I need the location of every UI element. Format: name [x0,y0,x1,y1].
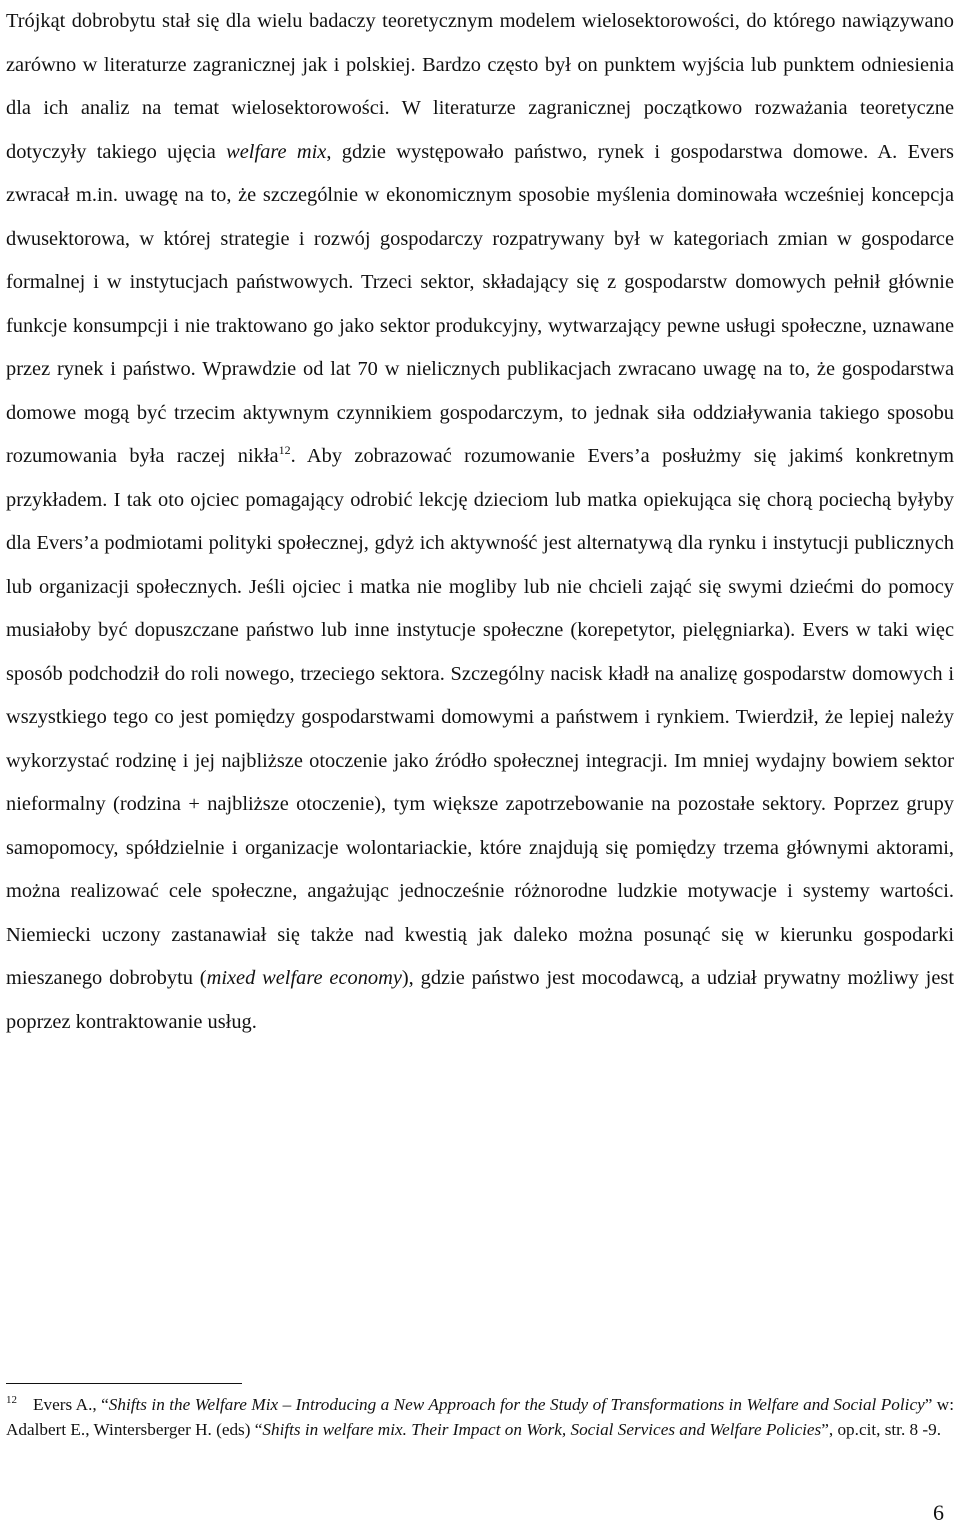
footnote-reference[interactable]: 12 [278,443,291,458]
body-text-part-4: ), gdzie państwo jest mocodawcą, a udział prywatny możliwy jest poprzez kontraktowanie usług. [6,967,954,1033]
body-text-part-1: Trójkąt dobrobytu stał się dla wielu badaczy teoretycznym modelem wielosektorowości, do którego nawiązywano zarówno w literaturze zagranicznej jak i polskiej. Bardzo często był on punktem wyjścia lub punktem odniesienia dla ich analiz na temat wielosektorowości. W literaturze zagranicznej początkowo rozważania teoretyczne dotyczyły takiego ujęcia [6,10,954,163]
body-text-part-2: , gdzie występowało państwo, rynek i gospodarstwa domowe. A. Evers zwracał m.in. uwagę na to, że szczególnie w ekonomicznym sposobie myślenia dominowała wcześniej koncepcja dwusektorowa, w której strategie i rozwój gospodarczy rozpatrywany był w kategoriach zmian w gospodarce formalnej i w instytucjach państwowych. Trzeci sektor, składający się z gospodarstw domowych pełnił głównie funkcje konsumpcji i nie traktowano go jako sektor produkcyjny, wytwarzający pewne usługi społeczne, uznawane przez rynek i państwo. Wprawdzie od lat 70 w nielicznych publikacjach zwracano uwagę na to, że gospodarstwa domowe mogą być trzecim aktywnym czynnikiem gospodarczym, to jednak siła oddziaływania takiego sposobu rozumowania była raczej nikła [6,140,954,467]
page-number: 6 [933,1500,944,1525]
footnote-text-1: Evers A., “ [33,1395,109,1414]
footnote-title-1: Shifts in the Welfare Mix – Introducing a New Approach for the Study of Transformations in Welfare and Social Policy [108,1395,925,1414]
italic-term-welfare-mix: welfare mix [226,140,327,163]
italic-term-mixed-welfare-economy: mixed welfare economy [206,967,402,989]
footnote-number: 12 [6,1394,17,1407]
footnote-text-2: ” w: Adalbert E., Wintersberger H. (eds) “ [6,1395,954,1439]
footnote-title-2: Shifts in welfare mix. Their Impact on Work, Social Services and Welfare Policies [262,1419,822,1439]
footnote-separator [6,1383,242,1384]
footnote [6,1393,954,1442]
footnote-text-3: ”, op.cit, str. 8 -9. [821,1419,942,1439]
body-paragraph [6,0,954,1044]
body-text-part-3: . Aby zobrazować rozumowanie Evers’a posłużmy się jakimś konkretnym przykładem. I tak oto ojciec pomagający odrobić lekcję dzieciom lub matka opiekująca się chorą pociechą byłyby dla Evers’a podmiotami polityki społecznej, gdyż ich aktywność jest alternatywą dla rynku i instytucji publicznych lub organizacji społecznych. Jeśli ojciec i matka nie mogliby lub nie chcieli zająć się swymi dziećmi do pomocy musiałoby być dopuszczane państwo lub inne instytucje społeczne (korepetytor, pielęgniarka). Evers w taki więc sposób podchodził do roli nowego, trzeciego sektora. Szczególny nacisk kładł na analizę gospodarstw domowych i wszystkiego tego co jest pomiędzy gospodarstwami domowymi a państwem i rynkiem. Twierdził, że lepiej należy wykorzystać rodzinę i jej najbliższe otoczenie jako źródło społecznej integracji. Im mniej wydajny bowiem sektor nieformalny (rodzina + najbliższe otoczenie), tym większe zapotrzebowanie na pozostałe sektory. Poprzez grupy samopomocy, spółdzielnie i organizacje wolontariackie, które znajdują się pomiędzy trzema głównymi aktorami, można realizować cele społeczne, angażując jednocześnie różnorodne ludzkie motywacje i systemy wartości. Niemiecki uczony zastanawiał się także nad kwestią jak daleko można posunąć się w kierunku gospodarki mieszanego dobrobytu ( [6,445,954,989]
